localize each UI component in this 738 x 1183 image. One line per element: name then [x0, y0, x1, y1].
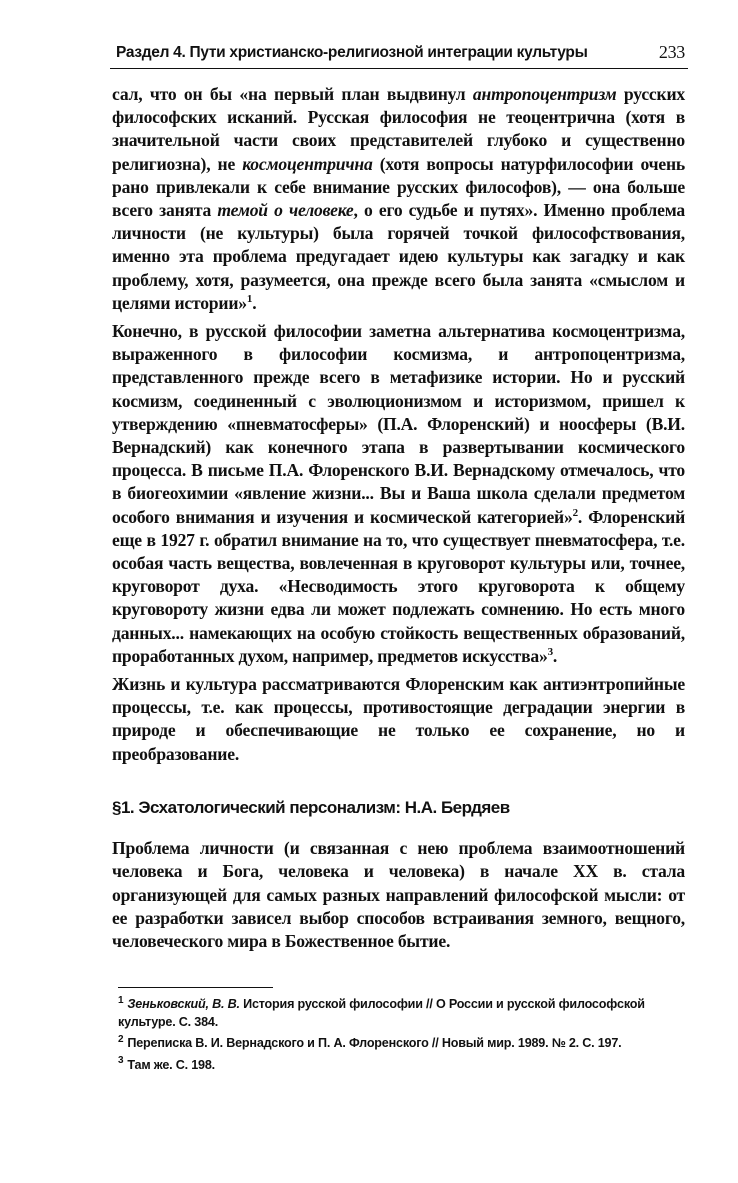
paragraph-2 [112, 320, 685, 668]
paragraph-1 [112, 83, 685, 315]
footnote-number: 1 [118, 994, 124, 1006]
footnote [118, 1035, 685, 1053]
footnote-author: Зеньковский, В. В. [127, 997, 240, 1011]
header-rule [110, 68, 688, 69]
footnote [118, 1057, 685, 1075]
footnote-ref: 2 [572, 506, 578, 519]
footnote-text: Переписка В. И. Вернадского и П. А. Флоренского // Новый мир. 1989. № 2. С. 197. [127, 1036, 622, 1050]
text-run: русских философских исканий. Русская философия не теоцентрична (хотя в значительной части своих представителей глубоко и существенно религиозна), не [112, 84, 686, 174]
footnote-rule [118, 987, 273, 988]
text-run: сал, что он бы «на первый план выдвинул [112, 84, 473, 104]
text-run: . [552, 645, 558, 666]
footnote-text: Там же. С. 198. [127, 1057, 215, 1072]
footnote-ref: 3 [547, 646, 553, 659]
section-title: §1. Эсхатологический персонализм: Н.А. Бердяев [112, 797, 510, 817]
paragraph-3: Жизнь и культура рассматриваются Флоренским как антиэнтропийные процессы, т.е. как процессы, противостоящие деградации энергии в природе и обеспечивающие не только ее сохранение, но и преобразование. [112, 674, 685, 764]
italic-term: антропоцентризм [472, 84, 617, 104]
text-run: (хотя вопросы натурфилософии очень рано привлекали к себе внимание русских философов), — она больше всего занята [112, 153, 685, 221]
footnote-number: 3 [118, 1055, 124, 1067]
footnote-text: История русской философии // О России и русской философской культуре. С. 384. [118, 997, 645, 1029]
running-head [110, 44, 685, 66]
text-run: , о его судьбе и путях». Именно проблема личности (не культуры) была горячей точкой философствования, именно эта проблема предугадает идею культуры как загадку и как проблему, хотя, разумеется, она прежде всего была занята «смыслом и целями истории» [112, 200, 685, 313]
text-run: . [252, 292, 257, 313]
italic-term: темой о человеке [217, 200, 354, 221]
footnotes [118, 996, 685, 1078]
body-text [112, 83, 685, 953]
italic-term: космоцентрична [242, 153, 373, 174]
text-run: Конечно, в русской философии заметна альтернатива космоцентризма, выраженного в философии космизма, и антропоцентризма, представленного прежде всего в метафизике истории. Но и русский космизм, соединенный с эволюционизмом и историзмом, пришел к утверждению «пневматосферы» (П.А. Флоренский) и ноосферы (В.И. Вернадский) как конечного этапа в развертывании космического процесса. В письме П.А. Флоренского В.И. Вернадскому отмечалось, что в биогеохимии «явление жизни... Вы и Ваша школа сделали предметом особого внимания и изучения и космической категорией» [112, 321, 685, 527]
footnote-number: 2 [118, 1033, 124, 1045]
page-number: 233 [658, 42, 685, 62]
footnote-ref: 1 [246, 292, 253, 305]
text-run: . Флоренский еще в 1927 г. обратил внимание на то, что существует пневматосфера, т.е. особая часть вещества, вовлеченная в круговорот культуры или, точнее, круговорот духа. «Несводимость этого круговорота к общему круговороту жизни едва ли может подлежать сомнению. Но есть много данных... намекающих на особую стойкость вещественных образований, проработанных духом, например, предметов искусства» [112, 506, 686, 666]
footnote [118, 996, 685, 1031]
running-title: Раздел 4. Пути христианско-религиозной интеграции культуры [116, 44, 588, 61]
paragraph-4: Проблема личности (и связанная с нею проблема взаимоотношений человека и Бога, человека и человека) в начале XX в. стала организующей для самых разных направлений философской мысли: от ее разработки зависел выбор способов встраивания земного, вещного, человеческого мира в Божественное бытие. [112, 838, 685, 951]
